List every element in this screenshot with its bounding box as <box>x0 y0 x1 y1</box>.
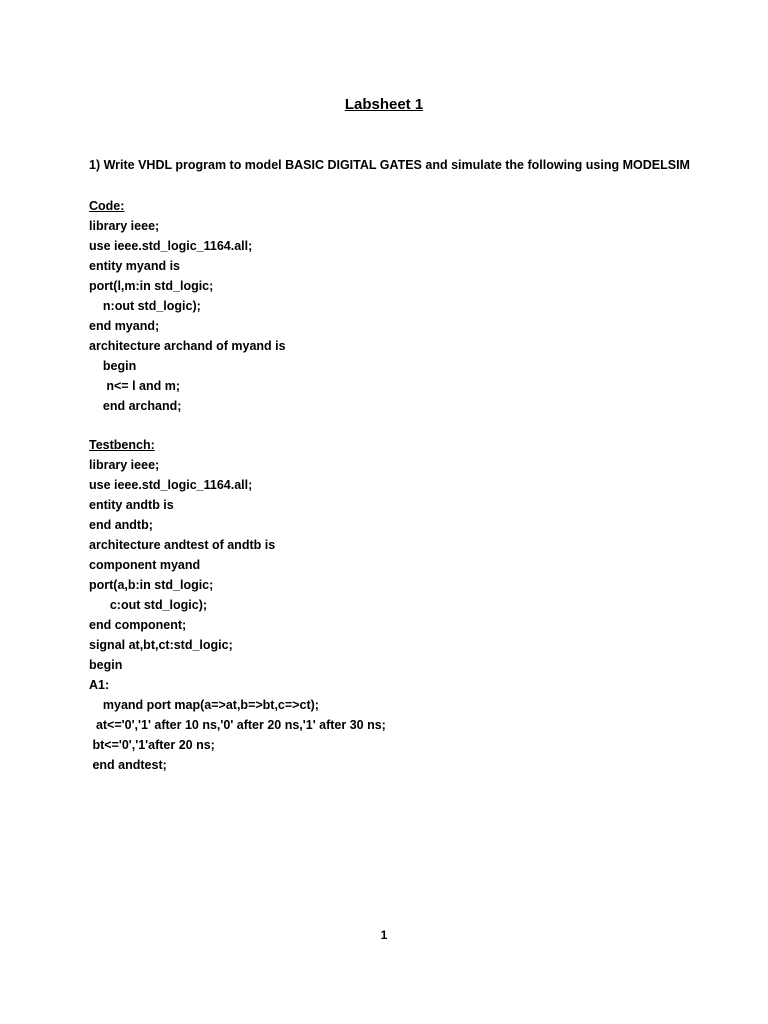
code-line: end myand; <box>89 319 160 333</box>
page-title: Labsheet 1 <box>344 96 424 113</box>
testbench-line: signal at,bt,ct:std_logic; <box>89 638 233 652</box>
testbench-line: end andtest; <box>89 758 167 772</box>
testbench-line: c:out std_logic); <box>89 598 208 612</box>
testbench-line: entity andtb is <box>89 498 174 512</box>
code-line: port(l,m:in std_logic; <box>89 279 214 293</box>
testbench-line: port(a,b:in std_logic; <box>89 578 214 592</box>
testbench-line: bt<='0','1'after 20 ns; <box>89 738 215 752</box>
code-heading: Code: <box>89 199 125 213</box>
testbench-line: component myand <box>89 558 201 572</box>
testbench-section <box>89 435 386 775</box>
testbench-line: myand port map(a=>at,b=>bt,c=>ct); <box>89 698 319 712</box>
testbench-line: at<='0','1' after 10 ns,'0' after 20 ns,'1' after 30 ns; <box>89 718 386 732</box>
code-line: library ieee; <box>89 219 160 233</box>
code-line: n<= l and m; <box>89 379 180 393</box>
testbench-line: end andtb; <box>89 518 153 532</box>
code-line: architecture archand of myand is <box>89 339 286 353</box>
testbench-heading: Testbench: <box>89 438 155 452</box>
page-number: 1 <box>380 928 388 942</box>
testbench-line: A1: <box>89 678 110 692</box>
question-text: 1) Write VHDL program to model BASIC DIGITAL GATES and simulate the following using MODELSIM <box>89 158 690 172</box>
code-line: use ieee.std_logic_1164.all; <box>89 239 253 253</box>
code-line: end archand; <box>89 399 182 413</box>
testbench-line: begin <box>89 658 123 672</box>
code-line: entity myand is <box>89 259 180 273</box>
testbench-line: library ieee; <box>89 458 160 472</box>
testbench-line: architecture andtest of andtb is <box>89 538 276 552</box>
testbench-line: use ieee.std_logic_1164.all; <box>89 478 253 492</box>
code-line: begin <box>89 359 137 373</box>
testbench-line: end component; <box>89 618 187 632</box>
code-section <box>89 196 286 416</box>
code-line: n:out std_logic); <box>89 299 201 313</box>
